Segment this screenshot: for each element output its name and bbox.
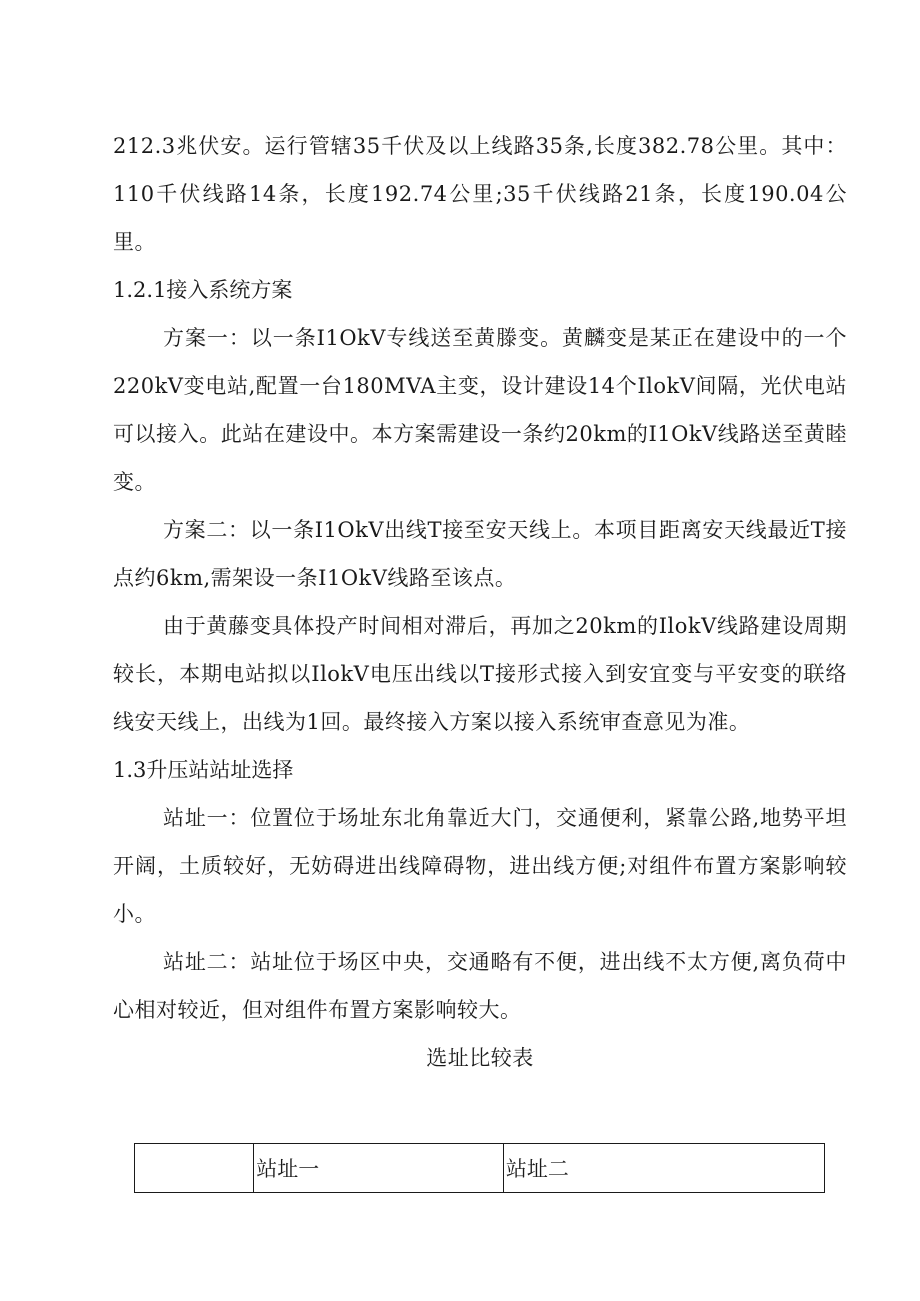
table-header-cell-blank <box>135 1144 254 1193</box>
paragraph-plan-two: 方案二：以一条I1OkV出线T接至安天线上。本项目距离安天线最近T接点约6km,需架设一条I1OkV线路至该点。 <box>113 518 847 590</box>
section-heading-1-3: 1.3升压站站址选择 <box>113 758 294 782</box>
site-comparison-table <box>134 1143 825 1193</box>
paragraph-capacity: 212.3兆伏安。运行管辖35千伏及以上线路35条,长度382.78公里。其中：110千伏线路14条，长度192.74公里;35千伏线路21条，长度190.04公里。 <box>113 134 847 254</box>
table-header-cell-site-one: 站址一 <box>254 1144 504 1193</box>
section-heading-1-2-1: 1.2.1接入系统方案 <box>113 278 293 302</box>
paragraph-site-one: 站址一：位置位于场址东北角靠近大门，交通便利，紧靠公路,地势平坦开阔，土质较好，无妨碍进出线障碍物，进出线方便;对组件布置方案影响较小。 <box>113 806 847 926</box>
table-caption: 选址比较表 <box>426 1046 534 1070</box>
table-header-cell-site-two: 站址二 <box>503 1144 824 1193</box>
paragraph-plan-conclusion: 由于黄藤变具体投产时间相对滞后，再加之20km的IlokV线路建设周期较长，本期电站拟以IlokV电压出线以T接形式接入到安宜变与平安变的联络线安天线上，出线为1回。最终接入方案以接入系统审查意见为准。 <box>113 614 847 734</box>
document-body <box>113 122 847 1082</box>
table-header-row <box>135 1144 825 1193</box>
paragraph-site-two: 站址二：站址位于场区中央，交通略有不便，进出线不太方便,离负荷中心相对较近，但对组件布置方案影响较大。 <box>113 950 847 1022</box>
paragraph-plan-one: 方案一：以一条I1OkV专线送至黄滕变。黄麟变是某正在建设中的一个220kV变电站,配置一台180MVA主变，设计建设14个IlokV间隔，光伏电站可以接入。此站在建设中。本方案需建设一条约20km的I1OkV线路送至黄睦变。 <box>113 326 847 494</box>
